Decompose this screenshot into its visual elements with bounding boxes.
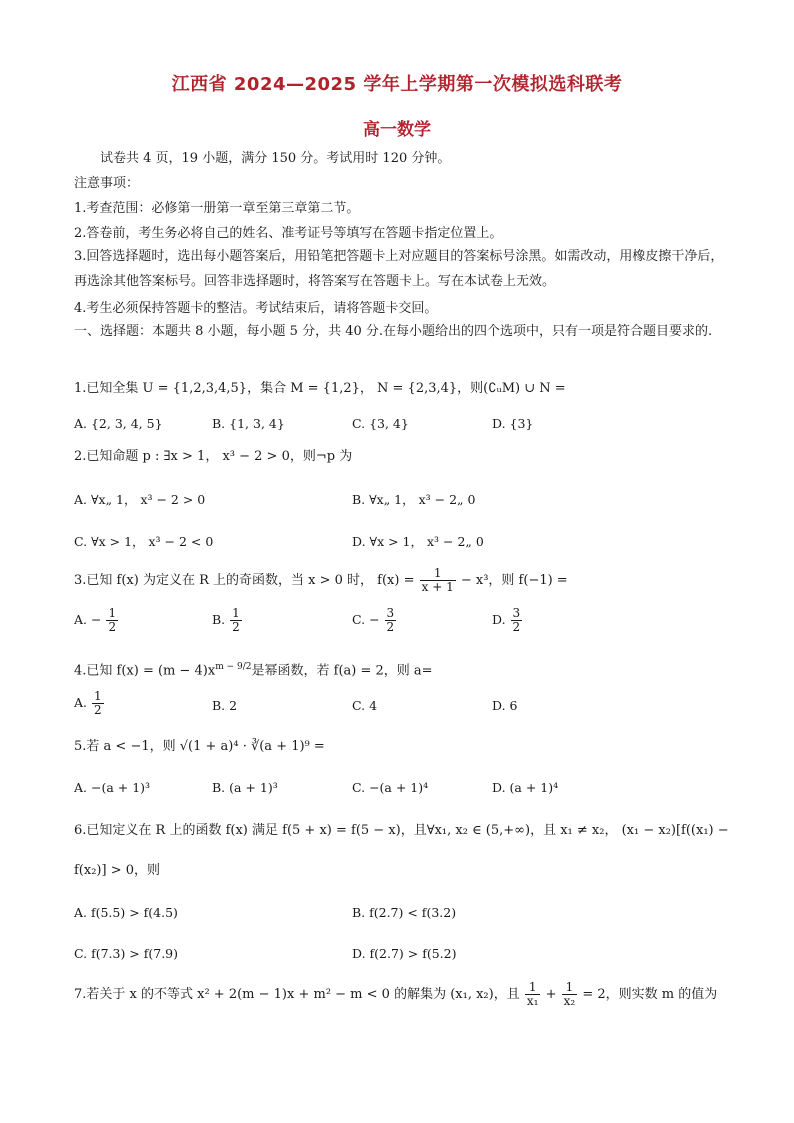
q4-option-c: C. 4 — [352, 698, 378, 713]
exam-subject: 高一数学 — [363, 120, 431, 140]
q7-stem-pre: 7.若关于 x 的不等式 x² + 2(m − 1)x + m² − m < 0 的解集为 (x₁, x₂)，且 — [74, 987, 520, 1002]
q3-b-label: B. — [212, 612, 226, 627]
question-3-stem — [74, 566, 568, 596]
q4-a-label: A. — [74, 695, 88, 710]
q3-option-c — [352, 607, 397, 634]
q3-fraction — [420, 567, 456, 594]
question-6-stem-line1: 6.已知定义在 R 上的函数 f(x) 满足 f(5 + x) = f(5 − x)，且∀x₁, x₂ ∈ (5,+∞)，且 x₁ ≠ x₂， (x₁ − x₂)[f((x₁) − — [74, 823, 729, 838]
question-6-stem-line2: f(x₂)] > 0，则 — [74, 863, 160, 878]
q5-option-b: B. (a + 1)³ — [212, 780, 278, 795]
question-5-stem: 5.若 a < −1，则 √(1 + a)⁴ · ∛(a + 1)⁹ = — [74, 739, 325, 754]
note-1: 1.考查范围：必修第一册第一章至第三章第二节。 — [74, 201, 360, 216]
q7-frac1-den: x₁ — [526, 994, 539, 1008]
q3-stem-pre: 3.已知 f(x) 为定义在 R 上的奇函数，当 x > 0 时， f(x) = — [74, 573, 415, 588]
q4-stem-post: 是幂函数，若 f(a) = 2，则 a= — [251, 663, 433, 679]
q3-frac-den: x + 1 — [421, 580, 454, 594]
q7-stem-post: = 2，则实数 m 的值为 — [582, 987, 718, 1002]
q3-a-num: 1 — [108, 606, 117, 620]
q5-option-a: A. −(a + 1)³ — [74, 780, 151, 795]
q2-option-c: C. ∀x > 1， x³ − 2 < 0 — [74, 534, 214, 549]
q4-option-b: B. 2 — [212, 698, 238, 713]
q6-option-d: D. f(2.7) > f(5.2) — [352, 946, 457, 961]
q4-exponent: m − 9/2 — [215, 662, 252, 672]
q2-option-a: A. ∀x„ 1， x³ − 2 > 0 — [74, 492, 206, 507]
q3-a-label: A. − — [74, 612, 102, 627]
note-4: 4.考生必须保持答题卡的整洁。考试结束后，请将答题卡交回。 — [74, 301, 438, 316]
q4-stem-pre: 4.已知 f(x) = (m − 4)x — [74, 663, 216, 679]
q3-a-den: 2 — [108, 620, 117, 634]
q3-frac-num: 1 — [420, 567, 456, 581]
q7-frac1-num: 1 — [525, 981, 541, 995]
q4-a-den: 2 — [94, 703, 102, 717]
q3-d-den: 2 — [512, 620, 521, 634]
question-4-stem — [74, 658, 433, 680]
q3-option-b — [212, 607, 243, 634]
q3-option-a — [74, 607, 119, 634]
q5-option-c: C. −(a + 1)⁴ — [352, 780, 429, 795]
q3-c-num: 3 — [386, 606, 395, 620]
exam-title: 江西省 2024—2025 学年上学期第一次模拟选科联考 — [171, 74, 623, 95]
q3-c-den: 2 — [386, 620, 395, 634]
q2-option-d: D. ∀x > 1， x³ − 2„ 0 — [352, 534, 484, 549]
q7-frac2-den: x₂ — [563, 994, 576, 1008]
q6-option-a: A. f(5.5) > f(4.5) — [74, 905, 178, 920]
q7-plus: + — [545, 987, 557, 1002]
q1-option-c: C. {3, 4} — [352, 416, 409, 431]
q4-option-a — [74, 690, 105, 717]
note-2: 2.答卷前，考生务必将自己的姓名、准考证号等填写在答题卡指定位置上。 — [74, 226, 503, 241]
q2-option-b: B. ∀x„ 1， x³ − 2„ 0 — [352, 492, 476, 507]
q6-option-c: C. f(7.3) > f(7.9) — [74, 946, 179, 961]
q3-d-num: 3 — [512, 606, 521, 620]
q7-frac2-num: 1 — [562, 981, 578, 995]
q5-option-d: D. (a + 1)⁴ — [492, 780, 559, 795]
q4-option-d: D. 6 — [492, 698, 518, 713]
q1-option-a: A. {2, 3, 4, 5} — [74, 416, 163, 431]
q4-a-num: 1 — [94, 689, 102, 703]
note-3: 3.回答选择题时，选出每小题答案后，用铅笔把答题卡上对应题目的答案标号涂黑。如需改动，用橡皮擦干净后，再选涂其他答案标号。回答非选择题时，将答案写在答题卡上。写在本试卷上无效。 — [74, 249, 724, 289]
q3-b-num: 1 — [232, 606, 240, 620]
section-heading: 一、选择题：本题共 8 小题，每小题 5 分，共 40 分.在每小题给出的四个选项中，只有一项是符合题目要求的. — [74, 324, 713, 339]
exam-info: 试卷共 4 页，19 小题，满分 150 分。考试用时 120 分钟。 — [100, 151, 451, 166]
q1-option-d: D. {3} — [492, 416, 534, 431]
q3-option-d — [492, 607, 523, 634]
q3-c-label: C. − — [352, 612, 380, 627]
q3-stem-post: − x³，则 f(−1) = — [460, 573, 568, 588]
q1-option-b: B. {1, 3, 4} — [212, 416, 285, 431]
q3-b-den: 2 — [232, 620, 240, 634]
question-2-stem: 2.已知命题 p : ∃x > 1， x³ − 2 > 0，则¬p 为 — [74, 449, 353, 464]
q6-option-b: B. f(2.7) < f(3.2) — [352, 905, 457, 920]
q3-d-label: D. — [492, 612, 506, 627]
question-1-stem: 1.已知全集 U = {1,2,3,4,5}，集合 M = {1,2}， N = {2,3,4}，则(∁ᵤM) ∪ N = — [74, 381, 566, 396]
question-7-stem — [74, 980, 717, 1010]
notes-heading: 注意事项： — [74, 176, 140, 191]
